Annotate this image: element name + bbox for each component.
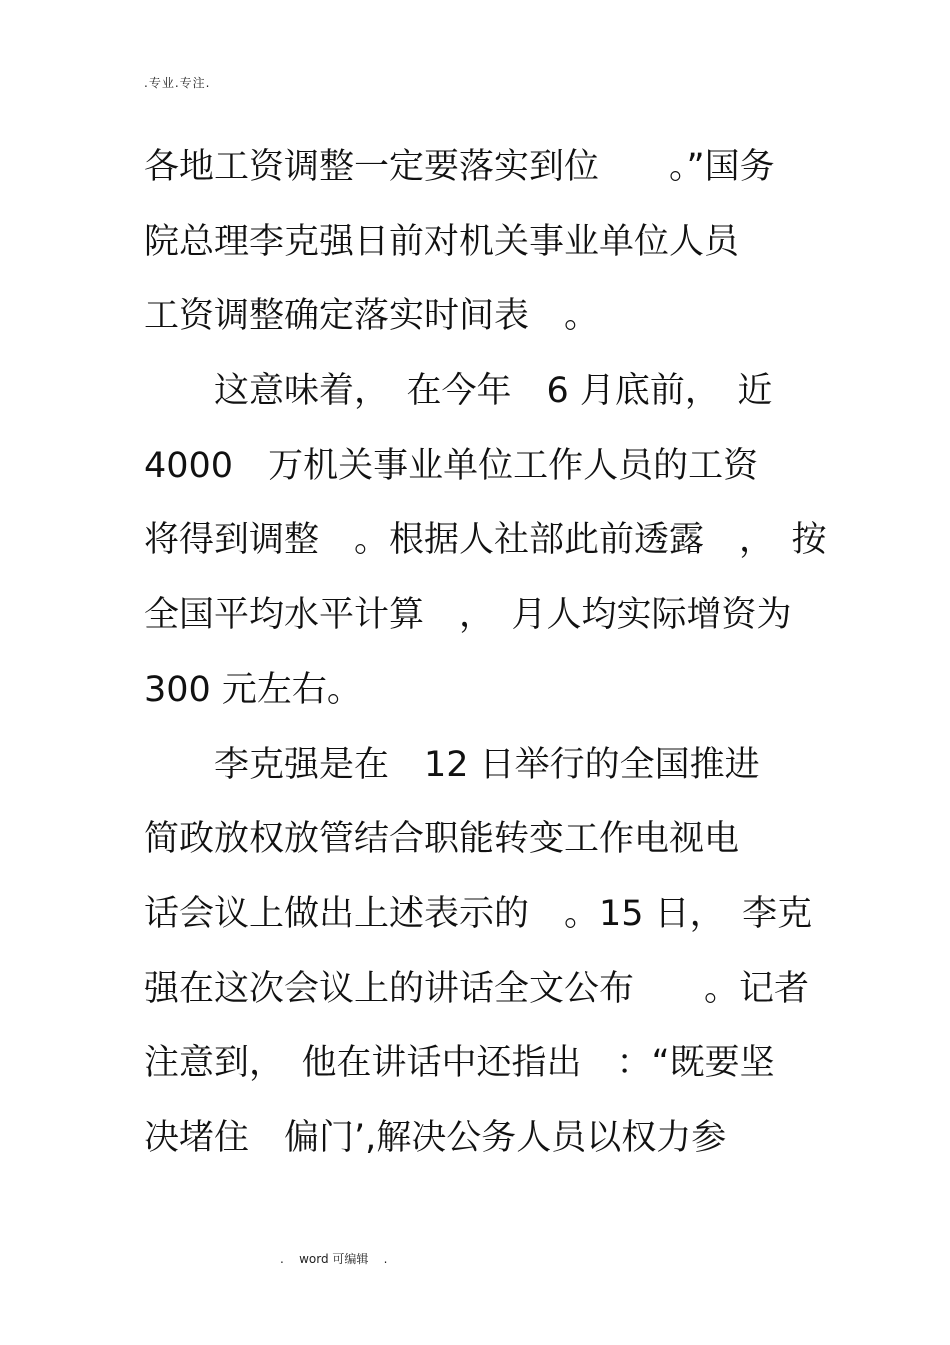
body-line: 简政放权放管结合职能转变工作电视电 <box>144 819 740 860</box>
page-footer-mark: . word 可编辑 . <box>280 1252 388 1266</box>
body-line: 4000 万机关事业单位工作人员的工资 <box>144 445 759 486</box>
body-line: 强在这次会议上的讲话全文公布 。记者 <box>144 968 810 1009</box>
body-line: 全国平均水平计算 ， 月人均实际增资为 <box>144 595 792 636</box>
body-line: 将得到调整 。根据人社部此前透露 ， 按 <box>144 520 827 561</box>
page-header-mark: .专业.专注. <box>144 76 211 90</box>
body-line: 院总理李克强日前对机关事业单位人员 <box>144 221 740 262</box>
body-line: 决堵住 偏门’,解决公务人员以权力参 <box>144 1117 727 1158</box>
body-line: 这意味着， 在今年 6 月底前， 近 <box>144 371 773 412</box>
document-body <box>144 130 827 1176</box>
body-line: 李克强是在 12 日举行的全国推进 <box>144 744 760 785</box>
body-line: 注意到， 他在讲话中还指出 ：“既要坚 <box>144 1043 775 1084</box>
body-line: 300 元左右。 <box>144 669 362 710</box>
body-line: 各地工资调整一定要落实到位 。”国务 <box>144 147 775 187</box>
body-line: 话会议上做出上述表示的 。15 日， 李克 <box>144 893 813 934</box>
body-line: 工资调整确定落实时间表 。 <box>144 296 600 337</box>
